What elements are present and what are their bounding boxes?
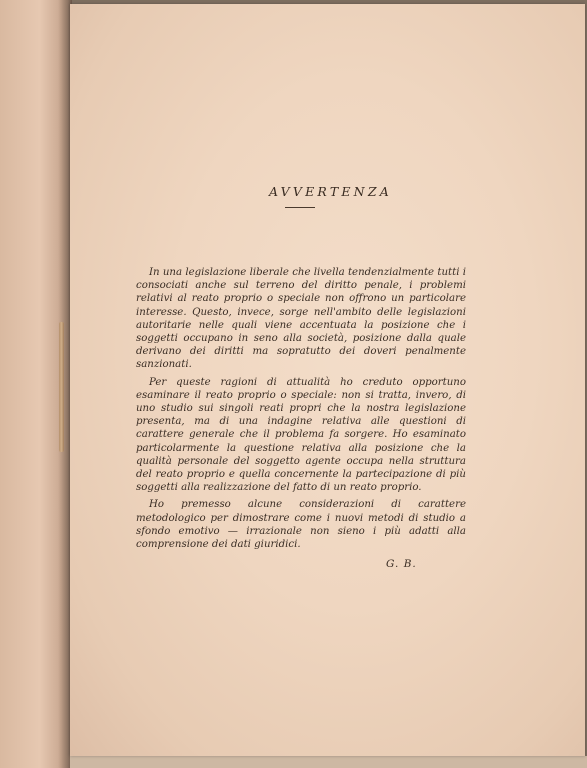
body-text bbox=[136, 266, 466, 555]
author-initials: G. B. bbox=[386, 558, 417, 570]
page-stack-edge bbox=[70, 756, 587, 768]
binding-clip-mark bbox=[59, 322, 64, 452]
page-heading: AVVERTENZA bbox=[269, 184, 392, 199]
paragraph-3: Ho premesso alcune considerazioni di carattere metodologico per dimostrare come i nuovi metodi di studio a sfondo emotivo — irrazionale non sieno i più adatti alla comprensione dei dati giuridici. bbox=[136, 499, 466, 551]
paragraph-2: Per queste ragioni di attualità ho creduto opportuno esaminare il reato proprio o speciale: non si tratta, invero, di uno studio sui singoli reati propri che la nostra legislazione presenta, ma di una indagine relativa alle questioni di carattere generale che il problema fa sorgere. Ho esaminato particolarmente la questione relativa alla posizione che la qualità personale del soggetto agente occupa nella struttura del reato proprio e quella concernente la partecipazione di più soggetti alla realizzazione del fatto di un reato proprio. bbox=[136, 376, 466, 494]
paragraph-1: In una legislazione liberale che livella tendenzialmente tutti i consociati anche sul terreno del diritto penale, i problemi relativi al reato proprio o speciale non offrono un particolare interesse. Questo, invece, sorge nell'ambito delle legislazioni autoritarie nelle quali viene accentuata la posizione che i soggetti occupano in seno alla società, posizione dalla quale derivano dei diritti ma sopratutto dei doveri penalmente sanzionati. bbox=[136, 267, 466, 371]
heading-rule bbox=[285, 207, 315, 208]
document-page bbox=[70, 4, 585, 756]
